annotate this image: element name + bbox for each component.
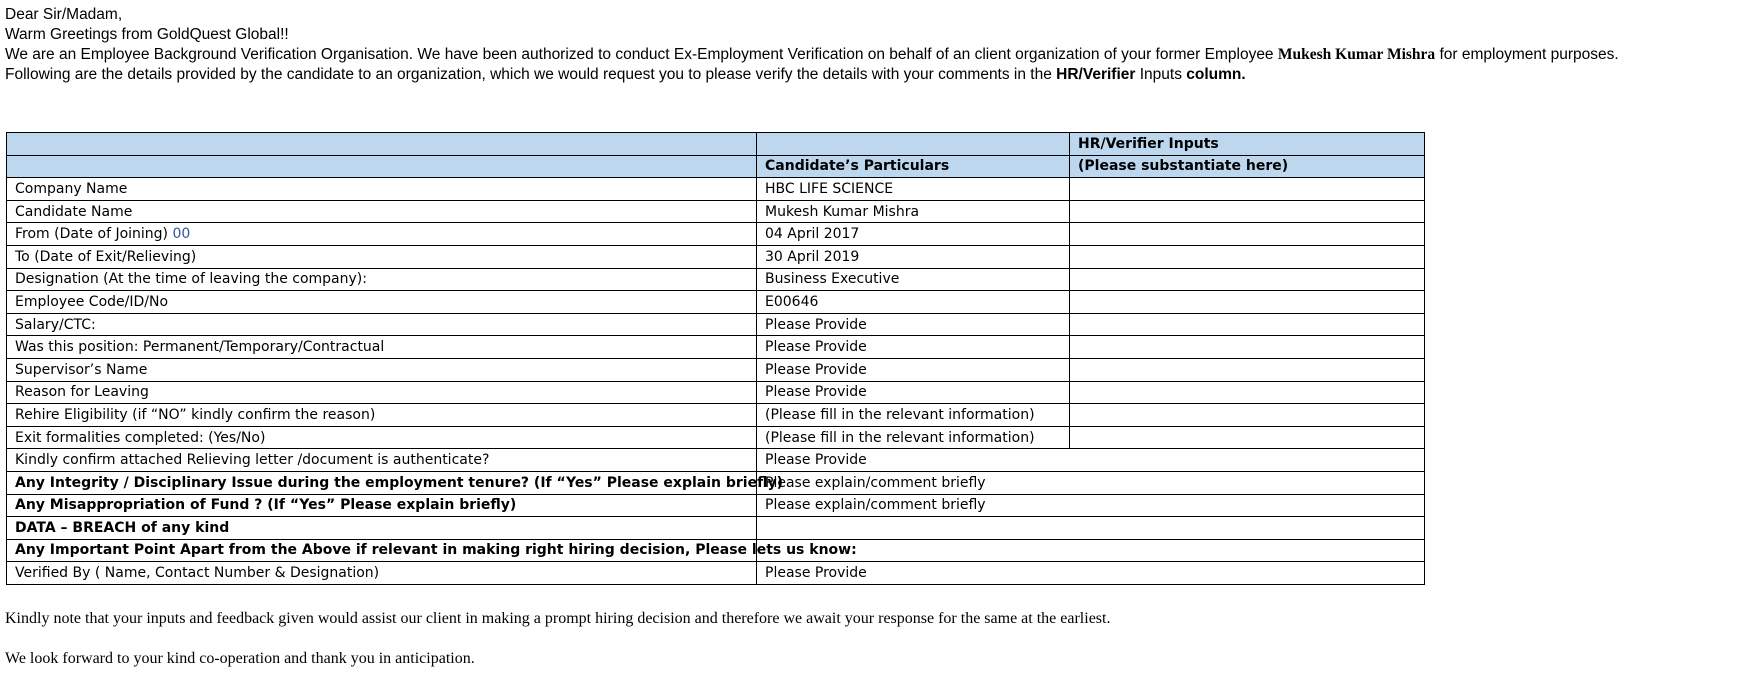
intro-line-authorization — [5, 45, 1619, 65]
row-verifier-input[interactable] — [1070, 426, 1425, 449]
employee-name: Mukesh Kumar Mishra — [1277, 46, 1436, 63]
row-label: Employee Code/ID/No — [7, 291, 757, 314]
table-row — [7, 517, 1425, 540]
table-header-row-1 — [7, 133, 1425, 156]
row-label: Was this position: Permanent/Temporary/Contractual — [7, 336, 757, 359]
row-candidate-value[interactable] — [757, 517, 1425, 540]
table-row — [7, 223, 1425, 246]
table-row — [7, 245, 1425, 268]
header-substantiate: (Please substantiate here) — [1070, 155, 1425, 178]
table-row — [7, 381, 1425, 404]
header-hr-verifier-inputs: HR/Verifier Inputs — [1070, 133, 1425, 156]
table-row — [7, 562, 1425, 585]
row-verifier-input[interactable] — [1070, 291, 1425, 314]
column-emphasis: column. — [1186, 66, 1246, 83]
row-label: Exit formalities completed: (Yes/No) — [7, 426, 757, 449]
row-verifier-input[interactable] — [1070, 178, 1425, 201]
row-verifier-input[interactable] — [1070, 313, 1425, 336]
row-candidate-value: Please explain/comment briefly — [757, 471, 1425, 494]
row-candidate-value: Please Provide — [757, 313, 1070, 336]
table-row — [7, 200, 1425, 223]
intro-text: for employment purposes. — [1435, 46, 1619, 63]
table-row — [7, 494, 1425, 517]
row-label: Any Misappropriation of Fund ? (If “Yes” Please explain briefly) — [7, 494, 757, 517]
row-label: Reason for Leaving — [7, 381, 757, 404]
warm-greeting: Warm Greetings from GoldQuest Global!! — [5, 26, 289, 43]
row-candidate-value: (Please fill in the relevant information) — [757, 404, 1070, 427]
intro-line-request — [5, 65, 1619, 85]
row-label: Rehire Eligibility (if “NO” kindly confirm the reason) — [7, 404, 757, 427]
row-candidate-value: Please explain/comment briefly — [757, 494, 1425, 517]
table-row — [7, 268, 1425, 291]
table-row — [7, 291, 1425, 314]
row-candidate-value: Mukesh Kumar Mishra — [757, 200, 1070, 223]
row-candidate-value: Please Provide — [757, 358, 1070, 381]
row-verifier-input[interactable] — [1070, 381, 1425, 404]
row-label: To (Date of Exit/Relieving) — [7, 245, 757, 268]
closing-thanks: We look forward to your kind co-operation and thank you in anticipation. — [5, 650, 475, 667]
header-candidate-particulars: Candidate’s Particulars — [757, 155, 1070, 178]
row-label: Any Integrity / Disciplinary Issue during the employment tenure? (If “Yes” Please explain briefly) — [7, 471, 757, 494]
table-row — [7, 449, 1425, 472]
table-header-row-2 — [7, 155, 1425, 178]
row-candidate-value: Please Provide — [757, 562, 1425, 585]
table-row — [7, 358, 1425, 381]
row-candidate-value: Please Provide — [757, 449, 1425, 472]
table-row — [7, 178, 1425, 201]
header-blank-cell — [7, 133, 757, 156]
row-label: Supervisor’s Name — [7, 358, 757, 381]
row-label: Any Important Point Apart from the Above if relevant in making right hiring decision, Please lets us know: — [7, 539, 757, 562]
letter-intro — [5, 5, 1619, 85]
row-candidate-value: HBC LIFE SCIENCE — [757, 178, 1070, 201]
table-row — [7, 404, 1425, 427]
intro-text: We are an Employee Background Verification Organisation. We have been authorized to conduct Ex-Employment Verification on behalf of an client organization of your former Employee — [5, 46, 1278, 63]
greeting: Dear Sir/Madam, — [5, 6, 123, 23]
row-label: Company Name — [7, 178, 757, 201]
table-row — [7, 336, 1425, 359]
row-verifier-input[interactable] — [1070, 223, 1425, 246]
closing-note: Kindly note that your inputs and feedback given would assist our client in making a prompt hiring decision and therefore we await your response for the same at the earliest. — [5, 610, 1111, 627]
table-row — [7, 426, 1425, 449]
row-label: Verified By ( Name, Contact Number & Designation) — [7, 562, 757, 585]
row-label: DATA – BREACH of any kind — [7, 517, 757, 540]
table-row — [7, 471, 1425, 494]
row-candidate-value: (Please fill in the relevant information) — [757, 426, 1070, 449]
table-row — [7, 539, 1425, 562]
row-verifier-input[interactable] — [1070, 358, 1425, 381]
intro-text: Following are the details provided by the candidate to an organization, which we would request you to please verify the details with your comments in the — [5, 66, 1057, 83]
row-candidate-value: 30 April 2019 — [757, 245, 1070, 268]
row-verifier-input[interactable] — [1070, 336, 1425, 359]
row-candidate-value: Please Provide — [757, 381, 1070, 404]
row-verifier-input[interactable] — [1070, 245, 1425, 268]
row-candidate-value: Please Provide — [757, 336, 1070, 359]
row-candidate-value: Business Executive — [757, 268, 1070, 291]
row-candidate-value: 04 April 2017 — [757, 223, 1070, 246]
row-candidate-value: E00646 — [757, 291, 1070, 314]
intro-text: Inputs — [1135, 66, 1187, 83]
row-label — [7, 223, 757, 246]
row-verifier-input[interactable] — [1070, 200, 1425, 223]
hr-verifier-emphasis: HR/Verifier — [1056, 66, 1136, 83]
verification-table — [6, 132, 1425, 585]
table-row — [7, 313, 1425, 336]
header-blank-cell — [7, 155, 757, 178]
row-verifier-input[interactable] — [1070, 268, 1425, 291]
row-label: Kindly confirm attached Relieving letter /document is authenticate? — [7, 449, 757, 472]
row-verifier-input[interactable] — [1070, 404, 1425, 427]
row-label: Salary/CTC: — [7, 313, 757, 336]
row-label-suffix: 00 — [172, 226, 191, 243]
row-label-text: From (Date of Joining) — [15, 226, 173, 243]
header-blank-cell — [757, 133, 1070, 156]
row-label: Candidate Name — [7, 200, 757, 223]
row-label: Designation (At the time of leaving the company): — [7, 268, 757, 291]
